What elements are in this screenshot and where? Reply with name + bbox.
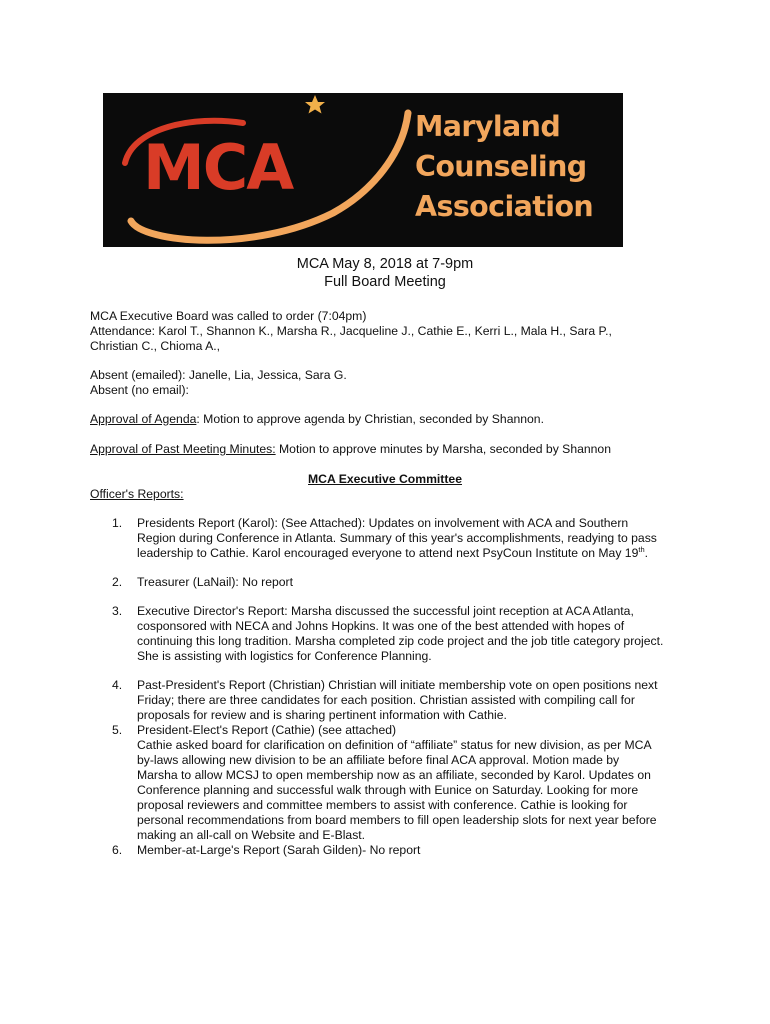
called-to-order: MCA Executive Board was called to order (7:04pm) — [90, 309, 367, 323]
list-item — [90, 604, 690, 664]
approval-agenda-text: : Motion to approve agenda by Christian, seconded by Shannon. — [196, 412, 544, 426]
list-number: 2. — [112, 575, 123, 589]
absent-section — [90, 368, 690, 398]
list-number: 1. — [112, 516, 123, 530]
report-line: cosponsored with NECA and Johns Hopkins. It was one of the best attended with hopes of — [137, 619, 625, 633]
logo-mark-text: MCA — [143, 131, 293, 204]
section-heading: MCA Executive Committee — [308, 472, 462, 486]
intro-section — [90, 309, 690, 354]
report-line: Friday; there are three candidates for each position. Christian assisted with compiling call for — [137, 693, 635, 707]
approval-minutes-label: Approval of Past Meeting Minutes: — [90, 442, 276, 456]
report-line: Member-at-Large's Report (Sarah Gilden)- No report — [137, 843, 421, 857]
report-line: Presidents Report (Karol): (See Attached): Updates on involvement with ACA and Southern — [137, 516, 629, 530]
ordinal-suffix: th — [638, 544, 645, 554]
report-line-text: leadership to Cathie. Karol encouraged everyone to attend next PsyCoun Institute on May 19 — [137, 546, 639, 560]
list-item — [90, 516, 690, 561]
page-subtitle: Full Board Meeting — [324, 274, 446, 290]
list-number: 6. — [112, 843, 123, 857]
report-line: Marsha to allow MCSJ to open membership now as an affiliate, seconded by Karol. Updates on — [137, 768, 651, 782]
list-number: 3. — [112, 604, 123, 618]
logo-org-name — [415, 107, 620, 227]
report-line: Executive Director's Report: Marsha discussed the successful joint reception at ACA Atlanta, — [137, 604, 634, 618]
list-item — [90, 843, 690, 858]
approval-minutes-text: Motion to approve minutes by Marsha, seconded by Shannon — [275, 442, 611, 456]
officers-reports-label: Officer's Reports: — [90, 487, 184, 501]
report-line: Conference planning and successful walk through with Eunice on Saturday. Looking for more — [137, 783, 639, 797]
mca-logo — [103, 93, 623, 247]
absent-emailed: Absent (emailed): Janelle, Lia, Jessica, Sara G. — [90, 368, 347, 382]
report-line: proposal reviewers and committee members to assist with conference. Cathie is looking for — [137, 798, 628, 812]
approval-agenda — [90, 412, 690, 427]
report-line — [137, 546, 690, 561]
report-line: She is assisting with logistics for Conference Planning. — [137, 649, 432, 663]
report-line: President-Elect's Report (Cathie) (see attached) — [137, 723, 397, 737]
report-line: by-laws allowing new division to be an affiliate before final ACA approval. Motion made by — [137, 753, 620, 767]
list-number: 4. — [112, 678, 123, 692]
approval-agenda-label: Approval of Agenda — [90, 412, 197, 426]
absent-no-email: Absent (no email): — [90, 383, 189, 397]
report-line: making an all-call on Website and E-Blast. — [137, 828, 366, 842]
list-item — [90, 575, 690, 590]
list-number: 5. — [112, 723, 123, 737]
page-title: MCA May 8, 2018 at 7-9pm — [296, 256, 474, 272]
attendance-line: Christian C., Chioma A., — [90, 339, 221, 353]
report-line: Past-President's Report (Christian) Christian will initiate membership vote on open positions next — [137, 678, 658, 692]
report-line: personal recommendations from board members to fill open leadership slots for next year before — [137, 813, 657, 827]
report-line: continuing this long tradition. Marsha completed zip code project and the job title category project. — [137, 634, 664, 648]
logo-org-line: Maryland — [415, 110, 561, 143]
report-line: Region during Conference in Atlanta. Summary of this year's accomplishments, readying to pass — [137, 531, 657, 545]
officers-reports-list — [90, 516, 690, 858]
logo-org-line: Counseling — [415, 150, 587, 183]
list-item — [90, 678, 690, 723]
logo-org-line: Association — [415, 190, 594, 223]
report-line: proposals for review and is sharing pertinent information with Cathie. — [137, 708, 507, 722]
attendance-line: Attendance: Karol T., Shannon K., Marsha R., Jacqueline J., Cathie E., Kerri L., Mala H., Sara P., — [90, 324, 612, 338]
report-line-tail: . — [644, 546, 649, 560]
star-icon — [305, 95, 325, 114]
report-line: Cathie asked board for clarification on definition of “affiliate” status for new division, as per MCA — [137, 738, 652, 752]
approval-minutes — [90, 442, 690, 457]
report-line: Treasurer (LaNail): No report — [137, 575, 294, 589]
list-item — [90, 723, 690, 843]
